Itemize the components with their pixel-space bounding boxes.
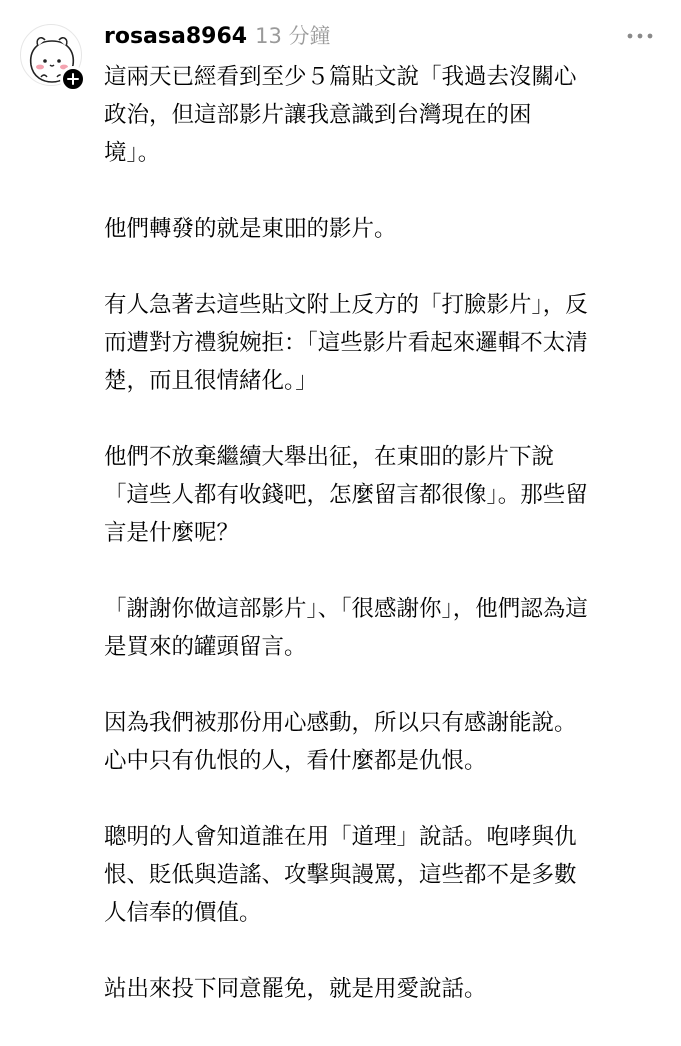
text-line: 這兩天已經看到至少５篇貼文說「我過去沒關心 <box>104 64 577 90</box>
more-horizontal-icon <box>627 33 653 39</box>
text-line: 言是什麼呢？ <box>104 520 240 546</box>
text-line: 境」。 <box>104 140 161 166</box>
text-line: 楚，而且很情緒化。」 <box>104 368 318 394</box>
text-line: 是買來的罐頭留言。 <box>104 634 307 660</box>
text-line: 聰明的人會知道誰在用「道理」說話。咆哮與仇 <box>104 824 577 850</box>
post-paragraph-2 <box>104 210 664 248</box>
text-line: 站出來投下同意罷免，就是用愛說話。 <box>104 976 487 1002</box>
text-line: 他們轉發的就是東昍的影片。 <box>104 216 397 242</box>
text-line: 而遭對方禮貌婉拒：「這些影片看起來邏輯不太清 <box>104 330 588 356</box>
text-line: 「這些人都有收錢吧，怎麼留言都很像」。那些留 <box>104 482 588 508</box>
post-paragraph-7 <box>104 818 664 932</box>
text-line: 因為我們被那份用心感動，所以只有感謝能說。 <box>104 710 577 736</box>
post-body <box>104 58 664 1046</box>
post-paragraph-4 <box>104 438 664 552</box>
plus-icon <box>67 73 79 85</box>
post-paragraph-1 <box>104 58 664 172</box>
post-header <box>104 20 330 54</box>
avatar-container <box>20 24 86 90</box>
more-options-button[interactable] <box>622 24 658 48</box>
post-paragraph-5 <box>104 590 664 666</box>
text-line: 人信奉的價值。 <box>104 900 262 926</box>
post-paragraph-3 <box>104 286 664 400</box>
follow-button[interactable] <box>60 66 86 92</box>
post-paragraph-6 <box>104 704 664 780</box>
text-line: 心中只有仇恨的人，看什麼都是仇恨。 <box>104 748 487 774</box>
text-line: 恨、貶低與造謠、攻擊與謾罵，這些都不是多數 <box>104 862 577 888</box>
text-line: 政治，但這部影片讓我意識到台灣現在的困 <box>104 102 532 128</box>
post-paragraph-8 <box>104 970 664 1008</box>
username[interactable]: rosasa8964 <box>104 24 248 49</box>
timestamp: 13 分鐘 <box>255 24 331 48</box>
text-line: 有人急著去這些貼文附上反方的「打臉影片」，反 <box>104 292 588 318</box>
text-line: 他們不放棄繼續大舉出征，在東昍的影片下說 <box>104 444 555 470</box>
text-line: 「謝謝你做這部影片」、「很感謝你」，他們認為這 <box>104 596 588 622</box>
